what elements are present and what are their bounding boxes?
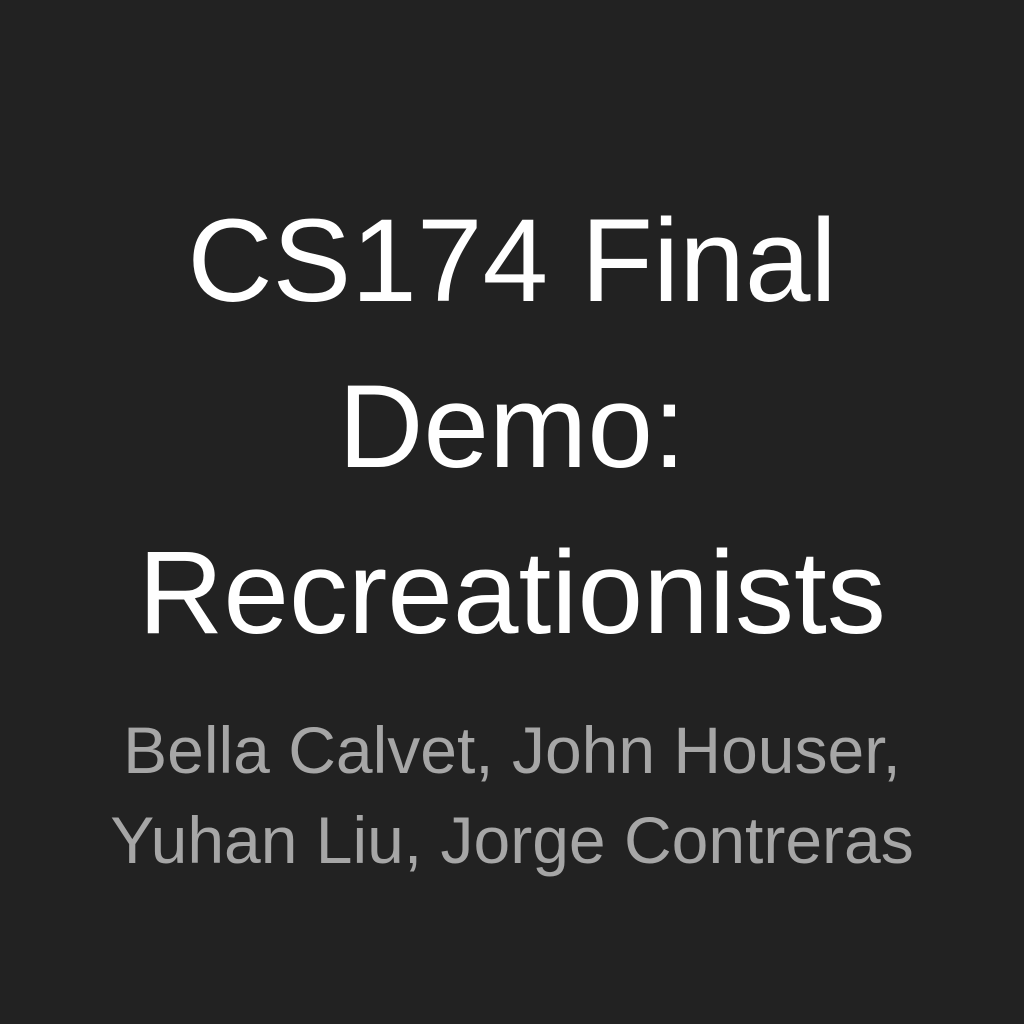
author-line-1: Bella Calvet, John Houser, xyxy=(123,713,901,787)
slide-title xyxy=(0,178,1024,676)
title-line-3: Recreationists xyxy=(138,527,886,659)
author-list xyxy=(0,705,1024,885)
title-line-1: CS174 Final xyxy=(187,195,837,327)
title-line-2: Demo: xyxy=(338,361,686,493)
author-line-2: Yuhan Liu, Jorge Contreras xyxy=(110,803,914,877)
